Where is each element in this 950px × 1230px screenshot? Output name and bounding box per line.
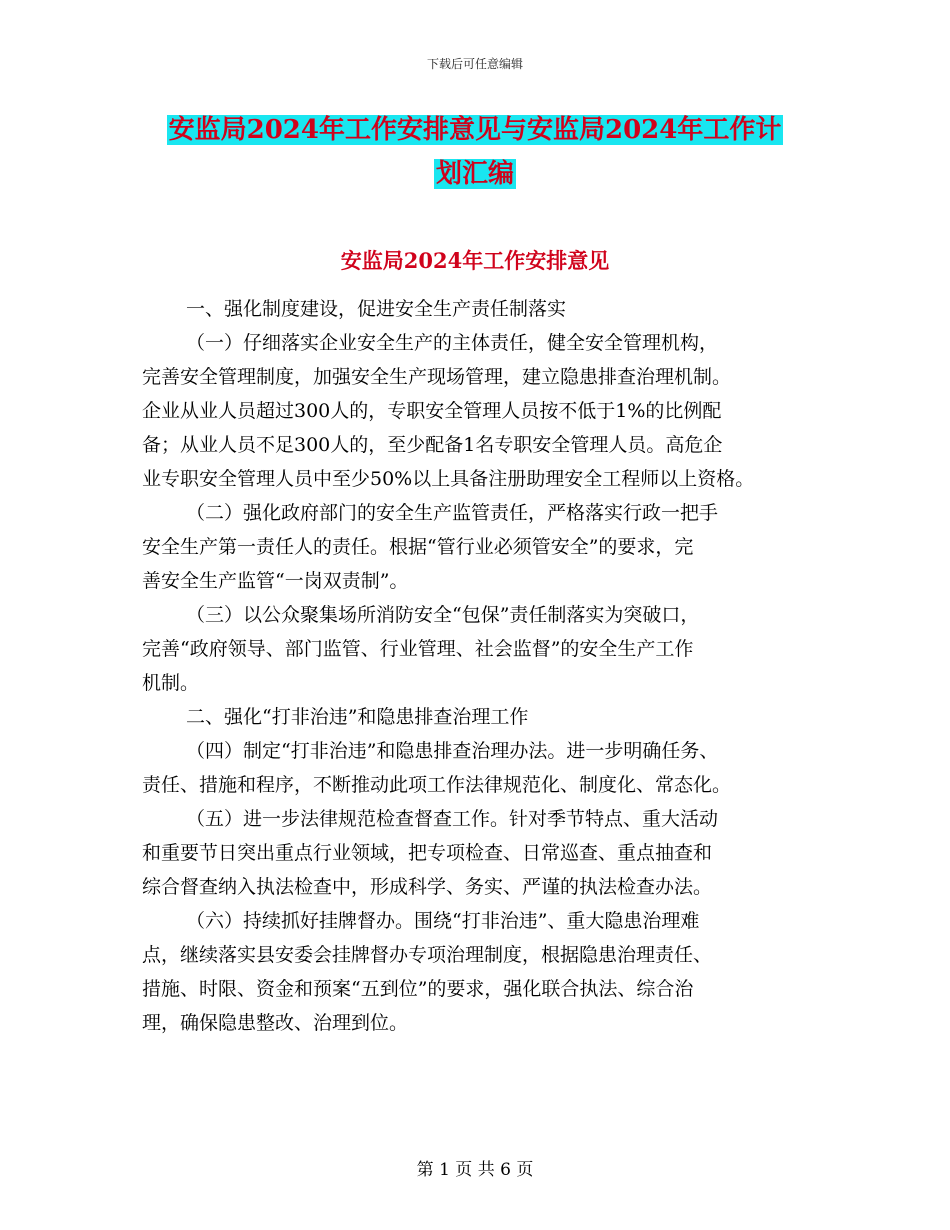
body-line: （二）强化政府部门的安全生产监管责任，严格落实行政一把手 xyxy=(186,502,719,524)
body-line: 安全生产第一责任人的责任。根据“管行业必须管安全”的要求，完 xyxy=(142,536,694,558)
body-line: 措施、时限、资金和预案“五到位”的要求，强化联合执法、综合治 xyxy=(142,978,694,1000)
main-title-text-2: 划汇编 xyxy=(435,159,514,189)
body-line: 综合督查纳入执法检查中，形成科学、务实、严谨的执法检查办法。 xyxy=(142,876,713,898)
body-line: 和重要节日突出重点行业领域，把专项检查、日常巡查、重点抽查和 xyxy=(142,842,713,864)
body-line: （四）制定“打非治违”和隐患排查治理办法。进一步明确任务、 xyxy=(186,740,719,762)
body-line: 责任、措施和程序，不断推动此项工作法律规范化、制度化、常态化。 xyxy=(142,774,732,796)
body-line: 完善“政府领导、部门监管、行业管理、社会监督”的安全生产工作 xyxy=(142,638,694,660)
body-line: 业专职安全管理人员中至少50%以上具备注册助理安全工程师以上资格。 xyxy=(142,468,755,490)
main-title-line-1 xyxy=(150,108,800,152)
header-note: 下载后可任意编辑 xyxy=(426,57,523,71)
body-line: （一）仔细落实企业安全生产的主体责任，健全安全管理机构， xyxy=(186,332,719,354)
body-line: （三）以公众聚集场所消防安全“包保”责任制落实为突破口， xyxy=(186,604,700,626)
page-number: 第 1 页 共 6 页 xyxy=(416,1160,534,1180)
body-line: 完善安全管理制度，加强安全生产现场管理，建立隐患排查治理机制。 xyxy=(142,366,732,388)
body-line: 善安全生产监管“一岗双责制”。 xyxy=(142,570,409,592)
body-line: 点，继续落实县安委会挂牌督办专项治理制度，根据隐患治理责任、 xyxy=(142,944,713,966)
body-line: 机制。 xyxy=(142,672,200,694)
main-title-text-1: 安监局2024年工作安排意见与安监局2024年工作计 xyxy=(168,115,782,145)
body-line: （六）持续抓好挂牌督办。围绕“打非治违”、重大隐患治理难 xyxy=(186,910,700,932)
body-line: 一、强化制度建设，促进安全生产责任制落实 xyxy=(186,298,567,320)
body-line: 备；从业人员不足300人的，至少配备1名专职安全管理人员。高危企 xyxy=(142,434,723,456)
body-line: （五）进一步法律规范检查督查工作。针对季节特点、重大活动 xyxy=(186,808,719,830)
main-title-line-2 xyxy=(150,152,800,196)
body-line: 企业从业人员超过300人的，专职安全管理人员按不低于1%的比例配 xyxy=(142,400,722,422)
section-title: 安监局2024年工作安排意见 xyxy=(340,248,610,273)
body-line: 二、强化“打非治违”和隐患排查治理工作 xyxy=(186,706,529,728)
body-line: 理，确保隐患整改、治理到位。 xyxy=(142,1012,409,1034)
document-body xyxy=(142,292,822,1040)
